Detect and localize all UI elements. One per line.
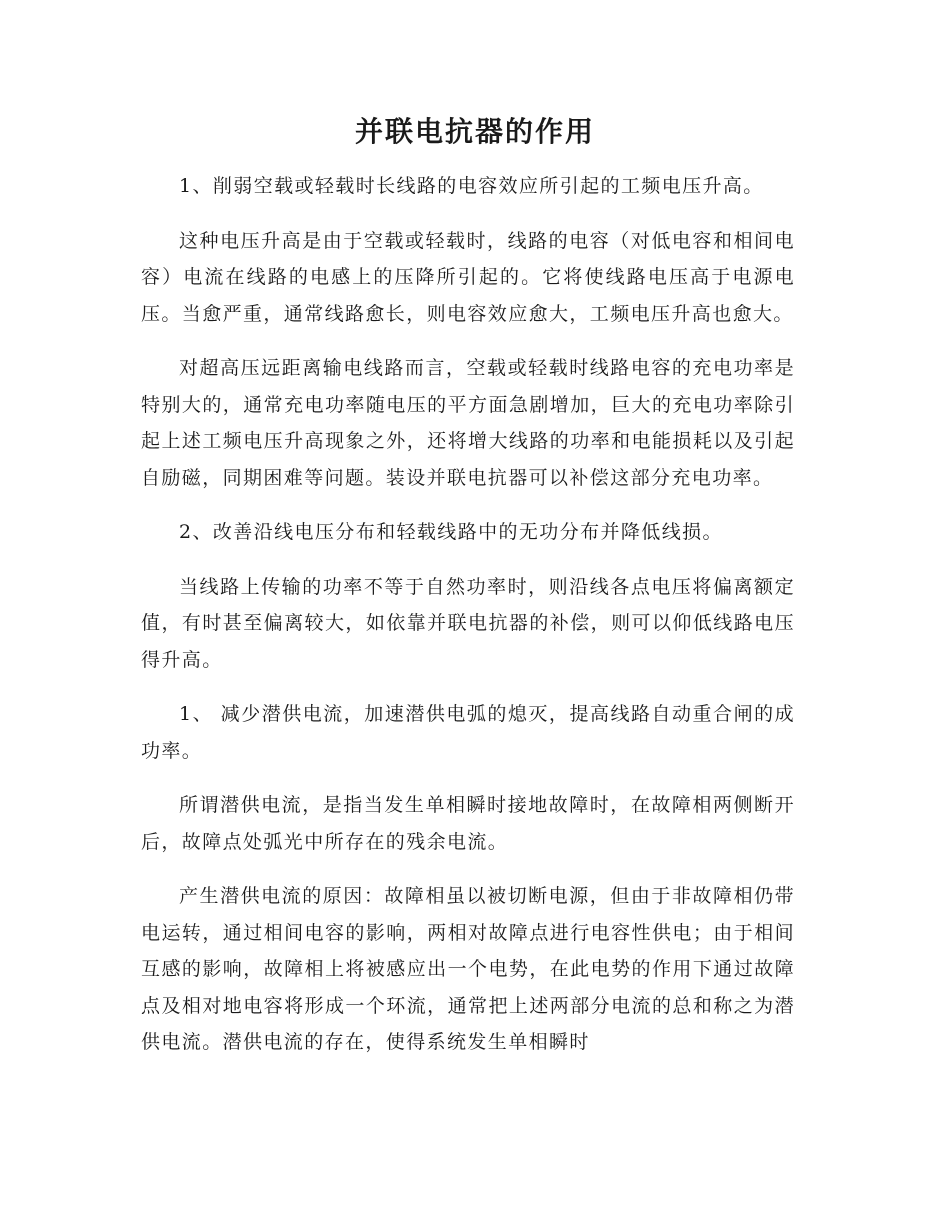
paragraph: 对超高压远距离输电线路而言，空载或轻载时线路电容的充电功率是特别大的，通常充电功率随电压的平方面急剧增加，巨大的充电功率除引起上述工频电压升高现象之外，还将增大线路的功率和电能损耗以及引起自励磁，同期困难等问题。装设并联电抗器可以补偿这部分充电功率。: [141, 357, 795, 489]
paragraph: 1、削弱空载或轻载时长线路的电容效应所引起的工频电压升高。: [179, 175, 764, 197]
paragraph: 当线路上传输的功率不等于自然功率时，则沿线各点电压将偏离额定值，有时甚至偏离较大，如依靠并联电抗器的补偿，则可以仰低线路电压得升高。: [141, 575, 795, 671]
page-title: 并联电抗器的作用: [354, 115, 595, 148]
document-body: [141, 168, 795, 1079]
paragraph: 这种电压升高是由于空载或轻载时，线路的电容（对低电容和相间电容）电流在线路的电感上的压降所引起的。它将使线路电压高于电源电压。当愈严重，通常线路愈长，则电容效应愈大，工频电压升高也愈大。: [141, 229, 795, 325]
paragraph: 产生潜供电流的原因：故障相虽以被切断电源，但由于非故障相仍带电运转，通过相间电容的影响，两相对故障点进行电容性供电；由于相间互感的影响，故障相上将被感应出一个电势，在此电势的作用下通过故障点及相对地电容将形成一个环流，通常把上述两部分电流的总和称之为潜供电流。潜供电流的存在，使得系统发生单相瞬时: [141, 885, 795, 1053]
paragraph: 所谓潜供电流，是指当发生单相瞬时接地故障时，在故障相两侧断开后，故障点处弧光中所存在的残余电流。: [141, 794, 795, 853]
paragraph: 2、改善沿线电压分布和轻载线路中的无功分布并降低线损。: [179, 521, 723, 543]
paragraph: 1、 减少潜供电流，加速潜供电弧的熄灭，提高线路自动重合闸的成功率。: [141, 703, 795, 762]
